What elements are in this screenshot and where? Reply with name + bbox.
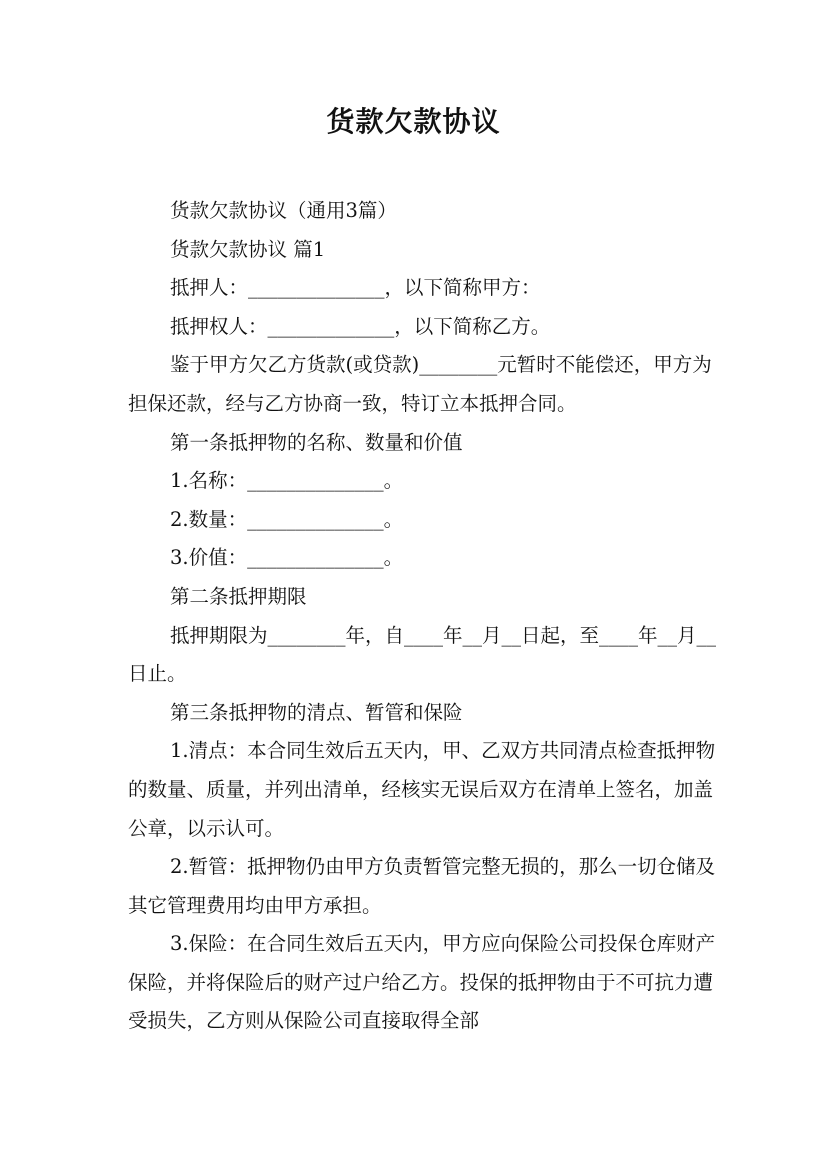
- document-title: 货款欠款协议: [326, 105, 501, 138]
- paragraph-item-quantity: 2.数量：______________。: [170, 507, 404, 531]
- paragraph-article-3-heading: 第三条抵押物的清点、暂管和保险: [170, 700, 463, 724]
- paragraph-part-heading: 货款欠款协议 篇1: [170, 237, 326, 261]
- paragraph-mortgagee: 抵押权人：_____________，以下简称乙方。: [170, 314, 551, 338]
- paragraph-mortgagor: 抵押人：______________，以下简称甲方：: [170, 276, 541, 300]
- paragraph-item-value: 3.价值：______________。: [170, 546, 404, 570]
- paragraph-item-name: 1.名称：______________。: [170, 469, 404, 493]
- paragraph-article-2-heading: 第二条抵押期限: [170, 584, 307, 608]
- paragraph-term: 抵押期限为________年，自____年__月__日起，至____年__月__日止。: [128, 623, 717, 686]
- document-body: [128, 192, 716, 1041]
- paragraph-subtitle: 货款欠款协议（通用3篇）: [170, 199, 397, 222]
- paragraph-preamble: 鉴于甲方欠乙方货款(或贷款)________元暂时不能偿还，甲方为担保还款，经与乙方协商一致，特订立本抵押合同。: [128, 353, 712, 415]
- paragraph-inventory: 1.清点：本合同生效后五天内，甲、乙双方共同清点检查抵押物的数量、质量，并列出清单，经核实无误后双方在清单上签名，加盖公章，以示认可。: [128, 739, 716, 840]
- paragraph-insurance: 3.保险：在合同生效后五天内，甲方应向保险公司投保仓库财产保险，并将保险后的财产过户给乙方。投保的抵押物由于不可抗力遭受损失，乙方则从保险公司直接取得全部: [128, 932, 716, 1033]
- paragraph-custody: 2.暂管：抵押物仍由甲方负责暂管完整无损的，那么一切仓储及其它管理费用均由甲方承担。: [128, 855, 716, 917]
- paragraph-article-1-heading: 第一条抵押物的名称、数量和价值: [170, 430, 463, 454]
